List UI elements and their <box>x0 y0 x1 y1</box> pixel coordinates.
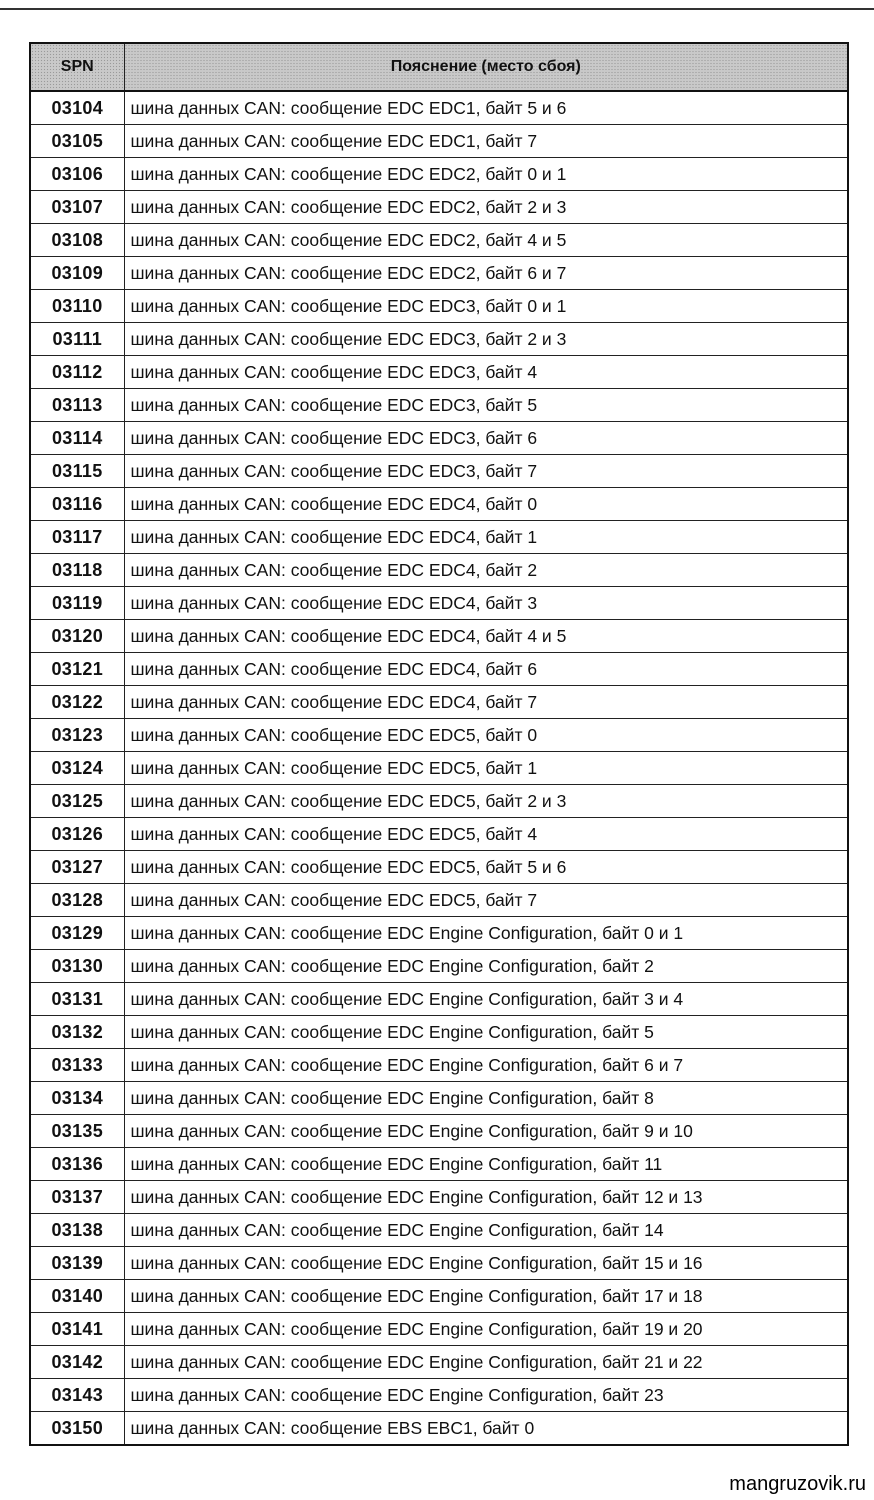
table-row <box>30 91 848 125</box>
table-row <box>30 1214 848 1247</box>
spn-code: 03124 <box>30 752 124 785</box>
table-row <box>30 1346 848 1379</box>
spn-description: шина данных CAN: сообщение EDC Engine Configuration, байт 0 и 1 <box>124 917 848 950</box>
spn-description: шина данных CAN: сообщение EDC EDC3, байт 0 и 1 <box>124 290 848 323</box>
spn-code: 03137 <box>30 1181 124 1214</box>
spn-code: 03130 <box>30 950 124 983</box>
spn-code: 03141 <box>30 1313 124 1346</box>
spn-description: шина данных CAN: сообщение EDC EDC3, байт 7 <box>124 455 848 488</box>
table-row <box>30 158 848 191</box>
spn-code: 03142 <box>30 1346 124 1379</box>
spn-code: 03118 <box>30 554 124 587</box>
spn-description: шина данных CAN: сообщение EDC EDC5, байт 5 и 6 <box>124 851 848 884</box>
table-row <box>30 191 848 224</box>
table-row <box>30 719 848 752</box>
spn-description: шина данных CAN: сообщение EDC Engine Configuration, байт 12 и 13 <box>124 1181 848 1214</box>
spn-description: шина данных CAN: сообщение EDC Engine Configuration, байт 3 и 4 <box>124 983 848 1016</box>
spn-description: шина данных CAN: сообщение EDC EDC4, байт 1 <box>124 521 848 554</box>
table-row <box>30 587 848 620</box>
site-watermark: mangruzovik.ru <box>729 1473 866 1495</box>
spn-code: 03139 <box>30 1247 124 1280</box>
spn-description: шина данных CAN: сообщение EDC EDC3, байт 6 <box>124 422 848 455</box>
spn-code: 03114 <box>30 422 124 455</box>
table-row <box>30 653 848 686</box>
table-row <box>30 1181 848 1214</box>
table-row <box>30 290 848 323</box>
spn-code: 03105 <box>30 125 124 158</box>
spn-description: шина данных CAN: сообщение EDC EDC5, байт 7 <box>124 884 848 917</box>
table-row <box>30 323 848 356</box>
table-row <box>30 257 848 290</box>
spn-code: 03119 <box>30 587 124 620</box>
table-row <box>30 554 848 587</box>
spn-code: 03133 <box>30 1049 124 1082</box>
table-row <box>30 1115 848 1148</box>
header-description: Пояснение (место сбоя) <box>124 43 848 91</box>
spn-table <box>29 42 849 1446</box>
top-rule <box>0 8 874 10</box>
spn-code: 03122 <box>30 686 124 719</box>
spn-description: шина данных CAN: сообщение EDC EDC2, байт 6 и 7 <box>124 257 848 290</box>
table-row <box>30 851 848 884</box>
table-row <box>30 1049 848 1082</box>
spn-code: 03121 <box>30 653 124 686</box>
spn-description: шина данных CAN: сообщение EDC Engine Configuration, байт 2 <box>124 950 848 983</box>
spn-description: шина данных CAN: сообщение EDC EDC5, байт 4 <box>124 818 848 851</box>
spn-description: шина данных CAN: сообщение EDC EDC1, байт 5 и 6 <box>124 91 848 125</box>
spn-description: шина данных CAN: сообщение EDC Engine Configuration, байт 14 <box>124 1214 848 1247</box>
table-row <box>30 983 848 1016</box>
spn-code: 03129 <box>30 917 124 950</box>
spn-description: шина данных CAN: сообщение EDC Engine Configuration, байт 17 и 18 <box>124 1280 848 1313</box>
spn-description: шина данных CAN: сообщение EDC EDC4, байт 7 <box>124 686 848 719</box>
table-row <box>30 422 848 455</box>
spn-description: шина данных CAN: сообщение EDC Engine Configuration, байт 15 и 16 <box>124 1247 848 1280</box>
header-row <box>30 43 848 91</box>
spn-description: шина данных CAN: сообщение EDC EDC2, байт 2 и 3 <box>124 191 848 224</box>
table-row <box>30 1379 848 1412</box>
spn-description: шина данных CAN: сообщение EDC EDC1, байт 7 <box>124 125 848 158</box>
spn-description: шина данных CAN: сообщение EDC EDC5, байт 2 и 3 <box>124 785 848 818</box>
table-row <box>30 620 848 653</box>
spn-code: 03109 <box>30 257 124 290</box>
spn-description: шина данных CAN: сообщение EDC EDC2, байт 0 и 1 <box>124 158 848 191</box>
spn-code: 03116 <box>30 488 124 521</box>
spn-code: 03110 <box>30 290 124 323</box>
spn-code: 03143 <box>30 1379 124 1412</box>
spn-code: 03117 <box>30 521 124 554</box>
spn-code: 03138 <box>30 1214 124 1247</box>
spn-code: 03134 <box>30 1082 124 1115</box>
table-body <box>30 91 848 1445</box>
spn-code: 03107 <box>30 191 124 224</box>
spn-code: 03120 <box>30 620 124 653</box>
spn-code: 03125 <box>30 785 124 818</box>
spn-code: 03136 <box>30 1148 124 1181</box>
table-row <box>30 1016 848 1049</box>
spn-code: 03123 <box>30 719 124 752</box>
spn-description: шина данных CAN: сообщение EDC Engine Configuration, байт 6 и 7 <box>124 1049 848 1082</box>
spn-description: шина данных CAN: сообщение EDC EDC4, байт 4 и 5 <box>124 620 848 653</box>
spn-code: 03150 <box>30 1412 124 1446</box>
spn-code: 03140 <box>30 1280 124 1313</box>
table-row <box>30 1247 848 1280</box>
spn-description: шина данных CAN: сообщение EDC EDC2, байт 4 и 5 <box>124 224 848 257</box>
spn-description: шина данных CAN: сообщение EDC EDC3, байт 2 и 3 <box>124 323 848 356</box>
spn-description: шина данных CAN: сообщение EDC EDC5, байт 0 <box>124 719 848 752</box>
spn-code: 03131 <box>30 983 124 1016</box>
table-row <box>30 686 848 719</box>
spn-code: 03112 <box>30 356 124 389</box>
table-row <box>30 1280 848 1313</box>
table-header <box>30 43 848 91</box>
table-row <box>30 950 848 983</box>
spn-description: шина данных CAN: сообщение EDC Engine Configuration, байт 23 <box>124 1379 848 1412</box>
table-row <box>30 125 848 158</box>
spn-description: шина данных CAN: сообщение EDC EDC4, байт 3 <box>124 587 848 620</box>
spn-description: шина данных CAN: сообщение EBS EBC1, байт 0 <box>124 1412 848 1446</box>
table-row <box>30 917 848 950</box>
spn-description: шина данных CAN: сообщение EDC EDC4, байт 2 <box>124 554 848 587</box>
spn-code: 03127 <box>30 851 124 884</box>
spn-code: 03108 <box>30 224 124 257</box>
table-row <box>30 1313 848 1346</box>
spn-code: 03132 <box>30 1016 124 1049</box>
table-row <box>30 818 848 851</box>
spn-description: шина данных CAN: сообщение EDC EDC3, байт 4 <box>124 356 848 389</box>
table-row <box>30 752 848 785</box>
spn-description: шина данных CAN: сообщение EDC EDC5, байт 1 <box>124 752 848 785</box>
table-row <box>30 884 848 917</box>
table-row <box>30 1082 848 1115</box>
spn-code: 03104 <box>30 91 124 125</box>
table-row <box>30 521 848 554</box>
spn-code: 03128 <box>30 884 124 917</box>
spn-description: шина данных CAN: сообщение EDC Engine Configuration, байт 11 <box>124 1148 848 1181</box>
table-row <box>30 356 848 389</box>
spn-code: 03126 <box>30 818 124 851</box>
spn-code: 03135 <box>30 1115 124 1148</box>
spn-description: шина данных CAN: сообщение EDC EDC4, байт 0 <box>124 488 848 521</box>
spn-description: шина данных CAN: сообщение EDC Engine Configuration, байт 8 <box>124 1082 848 1115</box>
table-row <box>30 488 848 521</box>
spn-code: 03106 <box>30 158 124 191</box>
table-row <box>30 224 848 257</box>
header-spn: SPN <box>30 43 124 91</box>
spn-description: шина данных CAN: сообщение EDC EDC3, байт 5 <box>124 389 848 422</box>
spn-code: 03115 <box>30 455 124 488</box>
table-row <box>30 389 848 422</box>
table-row <box>30 455 848 488</box>
spn-description: шина данных CAN: сообщение EDC EDC4, байт 6 <box>124 653 848 686</box>
spn-description: шина данных CAN: сообщение EDC Engine Configuration, байт 21 и 22 <box>124 1346 848 1379</box>
spn-code: 03111 <box>30 323 124 356</box>
table-row <box>30 1148 848 1181</box>
table-row <box>30 785 848 818</box>
spn-description: шина данных CAN: сообщение EDC Engine Configuration, байт 5 <box>124 1016 848 1049</box>
spn-description: шина данных CAN: сообщение EDC Engine Configuration, байт 19 и 20 <box>124 1313 848 1346</box>
table-row <box>30 1412 848 1446</box>
spn-code: 03113 <box>30 389 124 422</box>
spn-description: шина данных CAN: сообщение EDC Engine Configuration, байт 9 и 10 <box>124 1115 848 1148</box>
